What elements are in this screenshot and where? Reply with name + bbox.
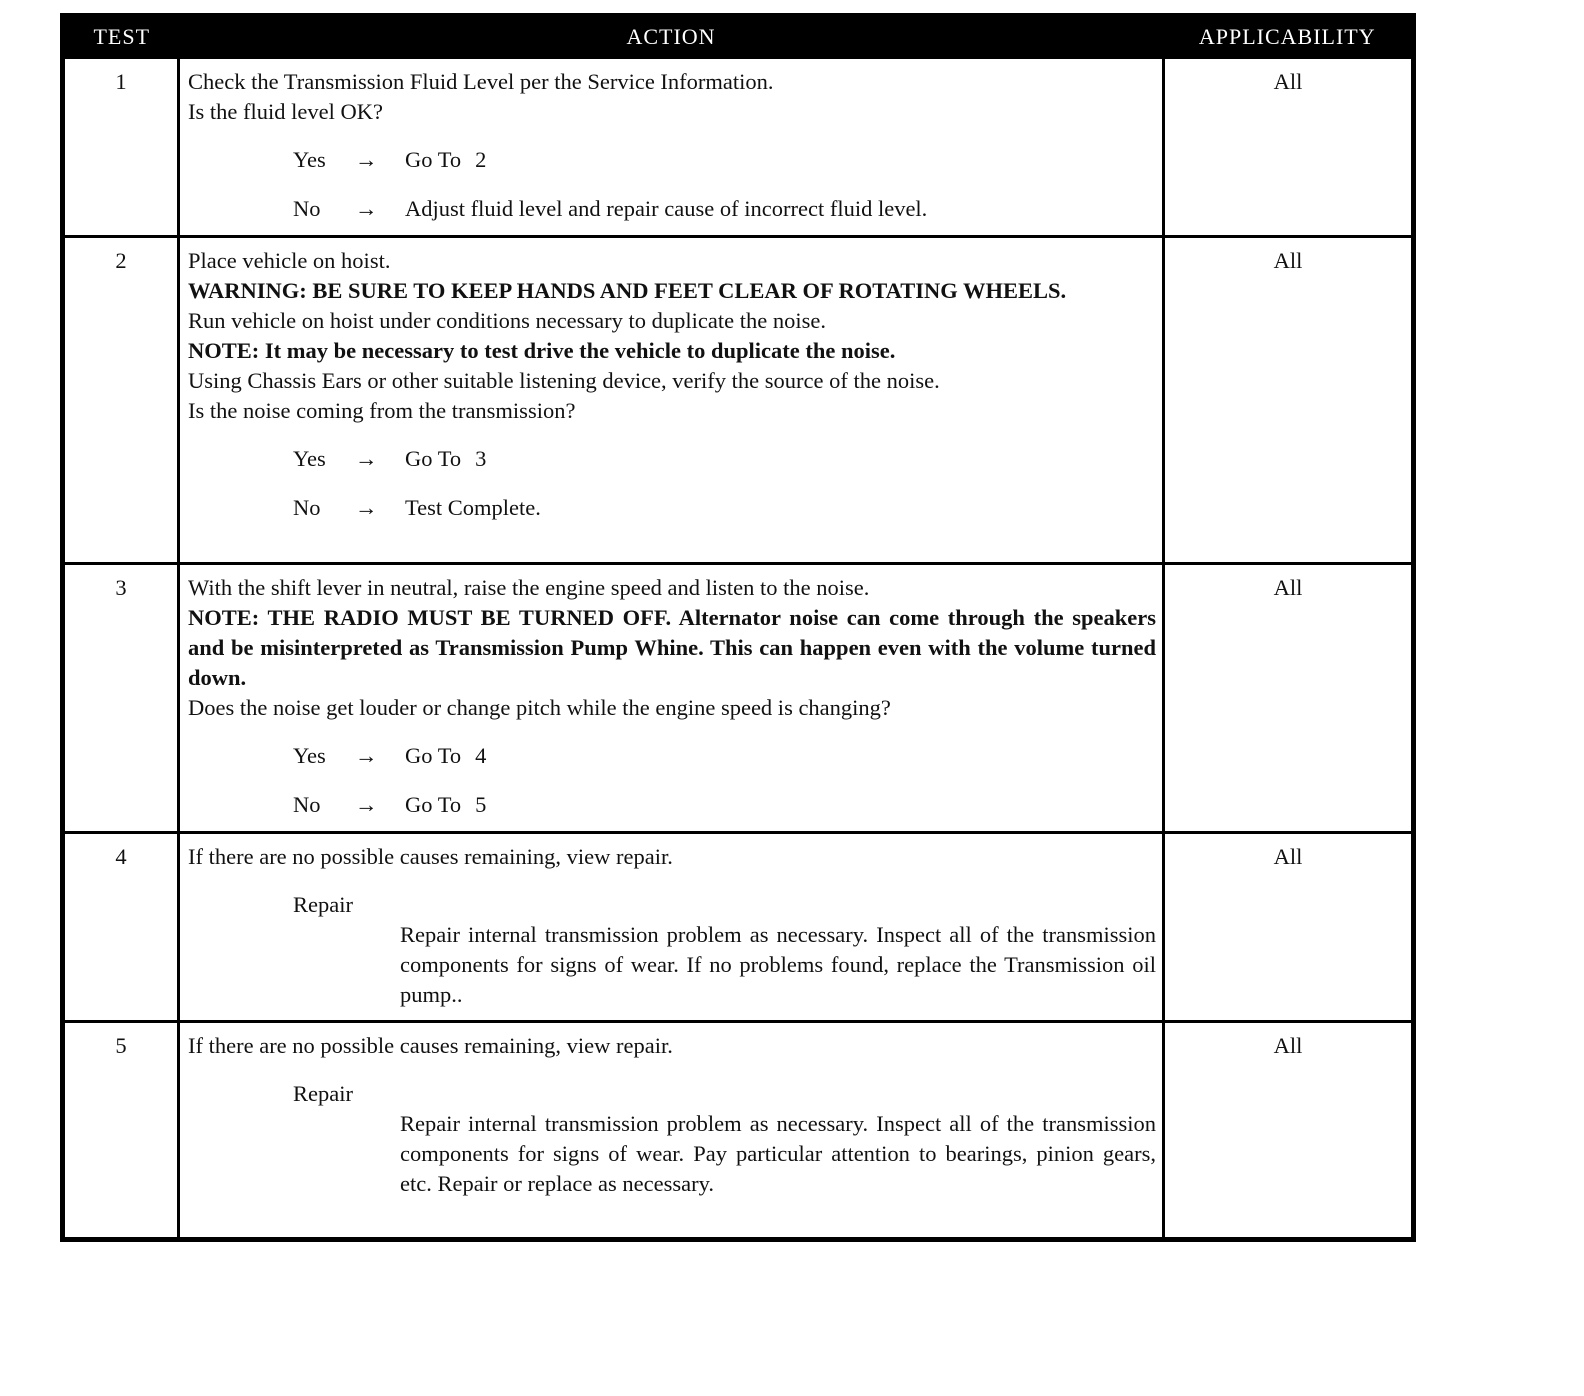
applicability-value: All bbox=[1164, 564, 1414, 833]
test-row-5 bbox=[63, 1022, 1414, 1240]
test-row-3 bbox=[63, 564, 1414, 833]
action-question: Is the fluid level OK? bbox=[188, 99, 383, 124]
yes-label: Yes bbox=[293, 147, 326, 172]
test-number: 2 bbox=[63, 237, 179, 564]
test-number: 5 bbox=[63, 1022, 179, 1240]
goto-text: Go To bbox=[405, 147, 462, 172]
header-test: TEST bbox=[63, 16, 179, 58]
action-cell bbox=[179, 237, 1164, 564]
header-applicability: APPLICABILITY bbox=[1164, 16, 1414, 58]
warning-text: WARNING: BE SURE TO KEEP HANDS AND FEET CLEAR OF ROTATING WHEELS. bbox=[188, 278, 1067, 303]
diagnostic-test-table bbox=[60, 13, 1416, 1242]
yes-result bbox=[405, 145, 1156, 175]
arrow-right-icon: → bbox=[355, 495, 378, 520]
action-question: Does the noise get louder or change pitch while the engine speed is changing? bbox=[188, 695, 891, 720]
no-label: No bbox=[293, 495, 321, 520]
test-number: 1 bbox=[63, 58, 179, 237]
action-cell bbox=[179, 833, 1164, 1022]
yes-branch bbox=[293, 145, 1156, 175]
goto-target: 5 bbox=[475, 792, 487, 817]
arrow-right-icon: → bbox=[355, 792, 378, 817]
no-result: Adjust fluid level and repair cause of incorrect fluid level. bbox=[405, 196, 928, 221]
goto-text: Go To bbox=[405, 446, 462, 471]
action-text: If there are no possible causes remaining, view repair. bbox=[188, 1033, 673, 1058]
yes-result bbox=[405, 741, 1156, 771]
action-cell bbox=[179, 58, 1164, 237]
action-text: Place vehicle on hoist. bbox=[188, 248, 391, 273]
action-text: If there are no possible causes remaining, view repair. bbox=[188, 844, 673, 869]
action-cell bbox=[179, 564, 1164, 833]
no-branch bbox=[293, 790, 1156, 820]
action-text: With the shift lever in neutral, raise the engine speed and listen to the noise. bbox=[188, 575, 870, 600]
applicability-value: All bbox=[1164, 1022, 1414, 1240]
test-row-4 bbox=[63, 833, 1414, 1022]
goto-target: 4 bbox=[475, 743, 487, 768]
applicability-value: All bbox=[1164, 237, 1414, 564]
no-label: No bbox=[293, 196, 321, 221]
note-text: NOTE: THE RADIO MUST BE TURNED OFF. Alternator noise can come through the speakers and be misinterpreted as Transmission Pump Whine. This can happen even with the volume turned down. bbox=[188, 605, 1156, 690]
yes-label: Yes bbox=[293, 446, 326, 471]
goto-text: Go To bbox=[405, 792, 462, 817]
test-number: 3 bbox=[63, 564, 179, 833]
no-label: No bbox=[293, 792, 321, 817]
applicability-value: All bbox=[1164, 58, 1414, 237]
yes-label: Yes bbox=[293, 743, 326, 768]
goto-target: 2 bbox=[475, 147, 487, 172]
test-row-1 bbox=[63, 58, 1414, 237]
repair-label: Repair bbox=[293, 1081, 353, 1106]
repair-text: Repair internal transmission problem as necessary. Inspect all of the transmission components for signs of wear. If no problems found, replace the Transmission oil pump.. bbox=[400, 922, 1156, 1007]
action-cell bbox=[179, 1022, 1164, 1240]
no-branch bbox=[293, 493, 1156, 523]
yes-result bbox=[405, 444, 1156, 474]
no-result bbox=[405, 790, 1156, 820]
no-branch bbox=[293, 194, 1156, 224]
repair-text: Repair internal transmission problem as necessary. Inspect all of the transmission components for signs of wear. Pay particular attention to bearings, pinion gears, etc. Repair or replace as necessary. bbox=[400, 1111, 1156, 1196]
goto-text: Go To bbox=[405, 743, 462, 768]
test-number: 4 bbox=[63, 833, 179, 1022]
repair-label: Repair bbox=[293, 892, 353, 917]
action-text: Check the Transmission Fluid Level per the Service Information. bbox=[188, 69, 774, 94]
applicability-value: All bbox=[1164, 833, 1414, 1022]
action-text: Run vehicle on hoist under conditions necessary to duplicate the noise. bbox=[188, 308, 826, 333]
yes-branch bbox=[293, 444, 1156, 474]
header-action: ACTION bbox=[179, 16, 1164, 58]
action-question: Is the noise coming from the transmission? bbox=[188, 398, 576, 423]
yes-branch bbox=[293, 741, 1156, 771]
note-text: NOTE: It may be necessary to test drive the vehicle to duplicate the noise. bbox=[188, 338, 896, 363]
test-row-2 bbox=[63, 237, 1414, 564]
arrow-right-icon: → bbox=[355, 743, 378, 768]
arrow-right-icon: → bbox=[355, 147, 378, 172]
header-row bbox=[63, 16, 1414, 58]
arrow-right-icon: → bbox=[355, 196, 378, 221]
arrow-right-icon: → bbox=[355, 446, 378, 471]
goto-target: 3 bbox=[475, 446, 487, 471]
no-result: Test Complete. bbox=[405, 495, 541, 520]
action-text: Using Chassis Ears or other suitable listening device, verify the source of the noise. bbox=[188, 368, 940, 393]
